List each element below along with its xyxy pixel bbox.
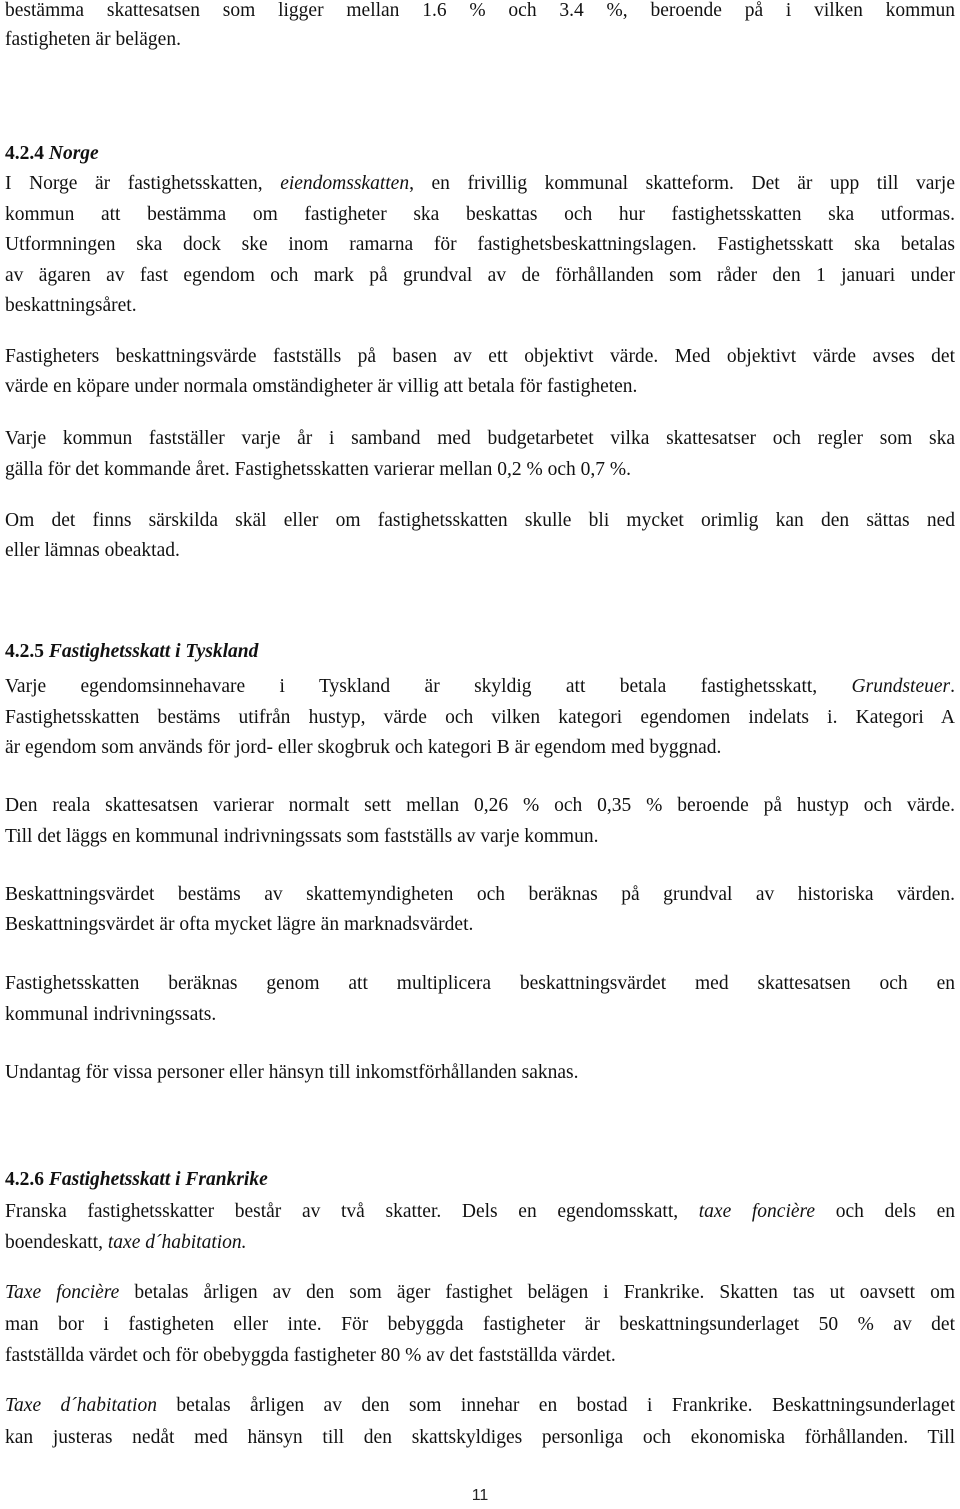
section-number: 4.2.6 xyxy=(5,1169,44,1190)
paragraph-line: kommun att bestämma om fastigheter ska beskattas och hur fastighetsskatten ska utformas. xyxy=(5,204,955,225)
paragraph-line: Utformningen ska dock ske inom ramarna för fastighetsbeskattningslagen. Fastighetsskatt ska betalas xyxy=(5,234,955,255)
text-run: boendeskatt, xyxy=(5,1232,108,1253)
section-title: Fastighetsskatt i Frankrike xyxy=(44,1169,268,1190)
paragraph-line xyxy=(5,1232,247,1254)
text-run: Franska fastighetsskatter består av två skatter. Dels en egendomsskatt, xyxy=(5,1201,699,1222)
paragraph-line: kan justeras nedåt med hänsyn till den skattskyldiges personliga och ekonomiska förhållanden. Till xyxy=(5,1427,955,1448)
paragraph-line: man bor i fastigheten eller inte. För bebyggda fastigheter är beskattningsunderlaget 50 % av det xyxy=(5,1314,955,1335)
paragraph-line: Den reala skattesatsen varierar normalt sett mellan 0,26 % och 0,35 % beroende på hustyp och värde. xyxy=(5,795,955,816)
emphasis-term: Taxe d´habitation xyxy=(5,1395,157,1416)
paragraph-line: kommunal indrivningssats. xyxy=(5,1004,217,1025)
emphasis-term: Grundsteuer xyxy=(851,676,951,697)
emphasis-term: taxe d´habitation. xyxy=(107,1232,247,1253)
section-title: Fastighetsskatt i Tyskland xyxy=(44,641,259,662)
emphasis-term: eiendomsskatten xyxy=(280,173,410,194)
paragraph-line: av ägaren av fast egendom och mark på grundval av de förhållanden som råder den 1 januari under xyxy=(5,265,955,286)
paragraph-line xyxy=(5,173,955,195)
section-heading-tyskland xyxy=(5,641,258,663)
paragraph-line: eller lämnas obeaktad. xyxy=(5,540,180,561)
paragraph-line: Om det finns särskilda skäl eller om fastighetsskatten skulle bli mycket orimlig kan den sättas ned xyxy=(5,510,955,531)
section-number: 4.2.4 xyxy=(5,143,44,164)
paragraph-line: är egendom som används för jord- eller skogbruk och kategori B är egendom med byggnad. xyxy=(5,737,722,758)
text-run: betalas årligen av den som innehar en bostad i Frankrike. Beskattningsunderlaget xyxy=(156,1395,956,1416)
section-number: 4.2.5 xyxy=(5,641,44,662)
paragraph-line xyxy=(5,676,955,698)
paragraph-line xyxy=(5,1201,955,1223)
paragraph-line: Undantag för vissa personer eller hänsyn till inkomstförhållanden saknas. xyxy=(5,1062,579,1083)
paragraph-line: Till det läggs en kommunal indrivningssats som fastställs av varje kommun. xyxy=(5,826,599,847)
intro-line-1: bestämma skattesatsen som ligger mellan 1.6 % och 3.4 %, beroende på i vilken kommun xyxy=(5,0,955,21)
paragraph-line: beskattningsåret. xyxy=(5,295,137,316)
paragraph-line: gälla för det kommande året. Fastighetsskatten varierar mellan 0,2 % och 0,7 %. xyxy=(5,459,631,480)
intro-line-2: fastigheten är belägen. xyxy=(5,29,181,50)
paragraph-line: Fastigheters beskattningsvärde fastställs på basen av ett objektivt värde. Med objektivt värde avses det xyxy=(5,346,955,367)
emphasis-term: taxe foncière xyxy=(698,1201,816,1222)
text-run: . xyxy=(950,676,955,697)
paragraph-line xyxy=(5,1395,955,1417)
paragraph-line: värde en köpare under normala omständigheter är villig att betala för fastigheten. xyxy=(5,376,638,397)
paragraph-line: Fastighetsskatten bestäms utifrån hustyp, värde och vilken kategori egendomen indelats i. Kategori A xyxy=(5,707,955,728)
document-page xyxy=(5,0,955,1509)
section-title: Norge xyxy=(44,143,99,164)
paragraph-line: Beskattningsvärdet är ofta mycket lägre än marknadsvärdet. xyxy=(5,914,474,935)
section-heading-norge xyxy=(5,143,99,165)
paragraph-line xyxy=(5,1282,955,1304)
paragraph-line: Varje kommun fastställer varje år i samband med budgetarbetet vilka skattesatser och regler som ska xyxy=(5,428,955,449)
paragraph-line: fastställda värdet och för obebyggda fastigheter 80 % av det fastställda värdet. xyxy=(5,1345,616,1366)
text-run: betalas årligen av den som äger fastighet belägen i Frankrike. Skatten tas ut oavsett om xyxy=(119,1282,955,1303)
text-run: , en frivillig kommunal skatteform. Det är upp till varje xyxy=(409,173,955,194)
emphasis-term: Taxe foncière xyxy=(5,1282,120,1303)
text-run: Varje egendomsinnehavare i Tyskland är skyldig att betala fastighetsskatt, xyxy=(5,676,852,697)
paragraph-line: Beskattningsvärdet bestäms av skattemyndigheten och beräknas på grundval av historiska värden. xyxy=(5,884,955,905)
section-heading-frankrike xyxy=(5,1169,268,1191)
paragraph-line: Fastighetsskatten beräknas genom att multiplicera beskattningsvärdet med skattesatsen och en xyxy=(5,973,955,994)
text-run: och dels en xyxy=(815,1201,955,1222)
text-run: I Norge är fastighetsskatten, xyxy=(5,173,281,194)
page-number: 11 xyxy=(471,1487,489,1504)
